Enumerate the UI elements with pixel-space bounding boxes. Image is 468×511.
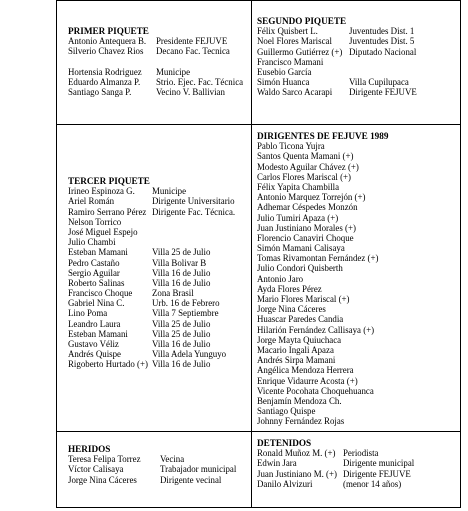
dirigente-row: [257, 233, 459, 243]
dirigente-name: Félix Yapita Chambilla: [257, 181, 340, 192]
dirigente-name: Florencio Canaviri Choque: [257, 232, 354, 243]
segundo-piquete-row: [257, 87, 459, 97]
tercer-piquete-role: Villa 16 de Julio: [152, 267, 211, 278]
dirigente-row: [257, 162, 459, 172]
heridos-section: [68, 444, 248, 485]
tercer-piquete-row: [68, 217, 248, 227]
dirigente-name: Tomas Rivamontan Fernández (+): [257, 253, 379, 264]
detenidos-row: [257, 458, 459, 468]
row-divider-2: [56, 431, 461, 432]
tercer-piquete-row: [68, 196, 248, 206]
dirigente-row: [257, 314, 459, 324]
dirigente-row: [257, 386, 459, 396]
tercer-piquete-row: [68, 308, 248, 318]
dirigente-name: Jorge Nina Cáceres: [257, 304, 326, 315]
dirigente-name: Santiago Quispe: [257, 406, 316, 417]
dirigente-row: [257, 192, 459, 202]
dirigentes-list: [257, 141, 459, 426]
primer-piquete-name: Santiago Sanga P.: [68, 87, 132, 98]
dirigente-row: [257, 325, 459, 335]
segundo-piquete-role: Juventudes Dist. 1: [349, 26, 415, 37]
dirigente-name: Santos Quenta Mamani (+): [257, 151, 354, 162]
tercer-piquete-name: Leandro Laura: [68, 318, 121, 329]
dirigente-row: [257, 406, 459, 416]
tercer-piquete-section: [68, 176, 248, 370]
tercer-piquete-name: Sergio Aguilar: [68, 267, 120, 278]
tercer-piquete-title: TERCER PIQUETE: [68, 176, 150, 186]
dirigente-name: Johnny Fernández Rojas: [257, 416, 345, 427]
dirigente-row: [257, 263, 459, 273]
tercer-piquete-row: [68, 298, 248, 308]
detenidos-name: Edwin Jara: [257, 458, 297, 469]
dirigente-row: [257, 284, 459, 294]
segundo-piquete-row: [257, 47, 459, 57]
detenidos-name: Danilo Alvizuri: [257, 478, 313, 489]
tercer-piquete-role: Villa 16 de Julio: [152, 339, 211, 350]
tercer-piquete-name: Gustavo Véliz: [68, 339, 119, 350]
primer-piquete-role: Presidente FEJUVE: [156, 36, 228, 47]
detenidos-role: Periodista: [343, 448, 379, 459]
dirigente-row: [257, 151, 459, 161]
tercer-piquete-name: Rigoberto Hurtado (+): [68, 359, 148, 370]
tercer-piquete-role: Zona Brasil: [152, 288, 194, 299]
dirigente-row: [257, 274, 459, 284]
detenidos-row: [257, 448, 459, 458]
primer-piquete-list: [68, 36, 248, 97]
tercer-piquete-row: [68, 258, 248, 268]
primer-piquete-role: Municipe: [156, 66, 191, 77]
segundo-piquete-section: [257, 16, 459, 98]
segundo-piquete-row: [257, 57, 459, 67]
dirigente-row: [257, 213, 459, 223]
detenidos-role: Dirigente municipal: [343, 458, 415, 469]
tercer-piquete-role: Villa 25 de Julio: [152, 247, 211, 258]
primer-piquete-name: Eduardo Almanza P.: [68, 76, 141, 87]
dirigente-name: Antonio Marquez Torrejón (+): [257, 192, 366, 203]
dirigente-name: Benjamín Mendoza Ch.: [257, 395, 342, 406]
primer-piquete-row: [68, 77, 248, 87]
tercer-piquete-name: Julio Chambi: [68, 237, 116, 248]
detenidos-row: [257, 469, 459, 479]
dirigente-name: Ayda Flores Pérez: [257, 283, 322, 294]
detenidos-section: [257, 438, 459, 489]
tercer-piquete-row: [68, 186, 248, 196]
segundo-piquete-row: [257, 36, 459, 46]
segundo-piquete-name: Waldo Sarco Acarapi: [257, 87, 333, 98]
dirigente-row: [257, 243, 459, 253]
segundo-piquete-role: Diputado Nacional: [349, 46, 417, 57]
tercer-piquete-name: Ariel Román: [68, 196, 115, 207]
segundo-piquete-row: [257, 26, 459, 36]
dirigente-row: [257, 253, 459, 263]
dirigente-row: [257, 396, 459, 406]
dirigente-name: Juan Justiniano Morales (+): [257, 222, 356, 233]
detenidos-name: Juan Justiniano M. (+): [257, 468, 337, 479]
dirigente-name: Hilarión Fernández Callisaya (+): [257, 324, 375, 335]
dirigente-name: Vicente Pocohata Choquehuanca: [257, 385, 374, 396]
dirigente-row: [257, 182, 459, 192]
detenidos-role: Dirigente FEJUVE: [343, 468, 411, 479]
tercer-piquete-role: Villa 16 de Julio: [152, 359, 211, 370]
segundo-piquete-list: [257, 26, 459, 97]
heridos-title: HERIDOS: [68, 444, 111, 454]
segundo-piquete-role: Dirigente FEJUVE: [349, 87, 417, 98]
dirigente-row: [257, 345, 459, 355]
primer-piquete-name: Antonio Antequera B.: [68, 36, 147, 47]
tercer-piquete-row: [68, 359, 248, 369]
dirigente-name: Angélica Mendoza Herrera: [257, 365, 354, 376]
tercer-piquete-list: [68, 186, 248, 369]
primer-piquete-name: Hortensia Rodriguez: [68, 66, 142, 77]
dirigente-name: Simón Mamani Calisaya: [257, 243, 345, 254]
dirigente-row: [257, 304, 459, 314]
primer-piquete-role: Strio. Ejec. Fac. Técnica: [156, 76, 244, 87]
tercer-piquete-row: [68, 268, 248, 278]
detenidos-list: [257, 448, 459, 489]
tercer-piquete-row: [68, 237, 248, 247]
dirigente-row: [257, 376, 459, 386]
primer-piquete-row: [68, 57, 248, 67]
primer-piquete-name: Silverio Chavez Rios: [68, 46, 144, 57]
heridos-row: [68, 475, 248, 485]
tercer-piquete-role: Villa Adela Yunguyo: [152, 349, 227, 360]
dirigente-name: Huascar Paredes Candia: [257, 314, 344, 325]
primer-piquete-row: [68, 46, 248, 56]
tercer-piquete-name: Lino Poma: [68, 308, 108, 319]
table-border-bottom: [56, 507, 461, 508]
dirigente-name: Jorge Mayta Quiuchaca: [257, 334, 342, 345]
tercer-piquete-row: [68, 339, 248, 349]
heridos-role: Trabajador municipal: [160, 464, 237, 475]
dirigente-name: Julio Tumiri Apaza (+): [257, 212, 339, 223]
dirigente-name: Macario Ingali Apaza: [257, 344, 334, 355]
tercer-piquete-role: Municipe: [152, 186, 187, 197]
heridos-row: [68, 464, 248, 474]
tercer-piquete-name: José Miguel Espejo: [68, 226, 138, 237]
tercer-piquete-name: Ramiro Serrano Pérez: [68, 206, 147, 217]
dirigente-row: [257, 355, 459, 365]
dirigente-name: Enrique Vidaurre Acosta (+): [257, 375, 358, 386]
segundo-piquete-name: Eusebio García: [257, 66, 312, 77]
primer-piquete-role: Vecino V. Ballivian: [156, 87, 225, 98]
tercer-piquete-role: Villa 7 Septiembre: [152, 308, 219, 319]
heridos-row: [68, 454, 248, 464]
dirigente-row: [257, 141, 459, 151]
heridos-role: Vecina: [160, 454, 185, 465]
heridos-name: Teresa Felipa Torrez: [68, 454, 141, 465]
dirigente-name: Antonio Jaro: [257, 273, 304, 284]
dirigente-row: [257, 223, 459, 233]
primer-piquete-title: PRIMER PIQUETE: [68, 26, 149, 36]
heridos-name: Jorge Nina Cáceres: [68, 474, 137, 485]
tercer-piquete-row: [68, 247, 248, 257]
dirigente-name: Adhemar Céspedes Monzón: [257, 202, 358, 213]
segundo-piquete-role: Villa Cupilupaca: [349, 77, 409, 88]
segundo-piquete-role: Juventudes Dist. 5: [349, 36, 415, 47]
segundo-piquete-name: Félix Quisbert L.: [257, 26, 318, 37]
row-divider-1: [56, 124, 461, 125]
table-border-top: [56, 0, 461, 1]
tercer-piquete-role: Villa 25 de Julio: [152, 328, 211, 339]
detenidos-title: DETENIDOS: [257, 438, 312, 448]
dirigente-name: Pablo Ticona Yujra: [257, 141, 325, 152]
tercer-piquete-name: Irineo Espinoza G.: [68, 186, 135, 197]
segundo-piquete-name: Simón Huanca: [257, 77, 310, 88]
dirigente-row: [257, 335, 459, 345]
segundo-piquete-row: [257, 67, 459, 77]
detenidos-row: [257, 479, 459, 489]
segundo-piquete-row: [257, 77, 459, 87]
tercer-piquete-row: [68, 288, 248, 298]
tercer-piquete-role: Dirigente Fac. Técnica.: [152, 206, 236, 217]
tercer-piquete-row: [68, 207, 248, 217]
segundo-piquete-name: Francisco Mamani: [257, 56, 324, 67]
tercer-piquete-name: Pedro Castaño: [68, 257, 120, 268]
dirigente-name: Andrés Sirpa Mamani: [257, 355, 336, 366]
tercer-piquete-name: Andrés Quispe: [68, 349, 121, 360]
tercer-piquete-row: [68, 278, 248, 288]
dirigente-row: [257, 416, 459, 426]
dirigentes-title: DIRIGENTES DE FEJUVE 1989: [257, 131, 389, 141]
tercer-piquete-name: Esteban Mamani: [68, 247, 128, 258]
dirigente-row: [257, 172, 459, 182]
tercer-piquete-role: Villa Bolivar B: [152, 257, 207, 268]
primer-piquete-row: [68, 36, 248, 46]
detenidos-name: Ronald Muñoz M. (+): [257, 448, 336, 459]
tercer-piquete-role: Dirigente Universitario: [152, 196, 235, 207]
tercer-piquete-row: [68, 349, 248, 359]
dirigentes-section: [257, 131, 459, 426]
dirigente-name: Mario Flores Mariscal (+): [257, 294, 350, 305]
tercer-piquete-name: Gabriel Nina C.: [68, 298, 125, 309]
dirigente-name: Julio Condori Quisberth: [257, 263, 343, 274]
dirigente-name: Carlos Flores Mariscal (+): [257, 171, 351, 182]
dirigente-row: [257, 294, 459, 304]
tercer-piquete-name: Roberto Salinas: [68, 277, 125, 288]
segundo-piquete-name: Noel Flores Mariscal: [257, 36, 332, 47]
heridos-name: Víctor Calisaya: [68, 464, 124, 475]
heridos-list: [68, 454, 248, 485]
tercer-piquete-name: Esteban Mamani: [68, 328, 128, 339]
dirigente-name: Modesto Aguilar Chávez (+): [257, 161, 359, 172]
primer-piquete-row: [68, 87, 248, 97]
tercer-piquete-row: [68, 319, 248, 329]
primer-piquete-role: Decano Fac. Tecnica: [156, 46, 230, 57]
heridos-role: Dirigente vecinal: [160, 474, 222, 485]
detenidos-role: (menor 14 años): [343, 478, 402, 489]
segundo-piquete-title: SEGUNDO PIQUETE: [257, 16, 347, 26]
tercer-piquete-name: Nelson Torrico: [68, 216, 122, 227]
segundo-piquete-name: Guillermo Gutiérrez (+): [257, 46, 343, 57]
dirigente-row: [257, 202, 459, 212]
tercer-piquete-row: [68, 227, 248, 237]
tercer-piquete-role: Villa 16 de Julio: [152, 277, 211, 288]
tercer-piquete-row: [68, 329, 248, 339]
tercer-piquete-role: Villa 25 de Julio: [152, 318, 211, 329]
tercer-piquete-name: Francisco Choque: [68, 288, 133, 299]
primer-piquete-section: [68, 26, 248, 97]
primer-piquete-row: [68, 67, 248, 77]
tercer-piquete-role: Urb. 16 de Febrero: [152, 298, 220, 309]
dirigente-row: [257, 365, 459, 375]
